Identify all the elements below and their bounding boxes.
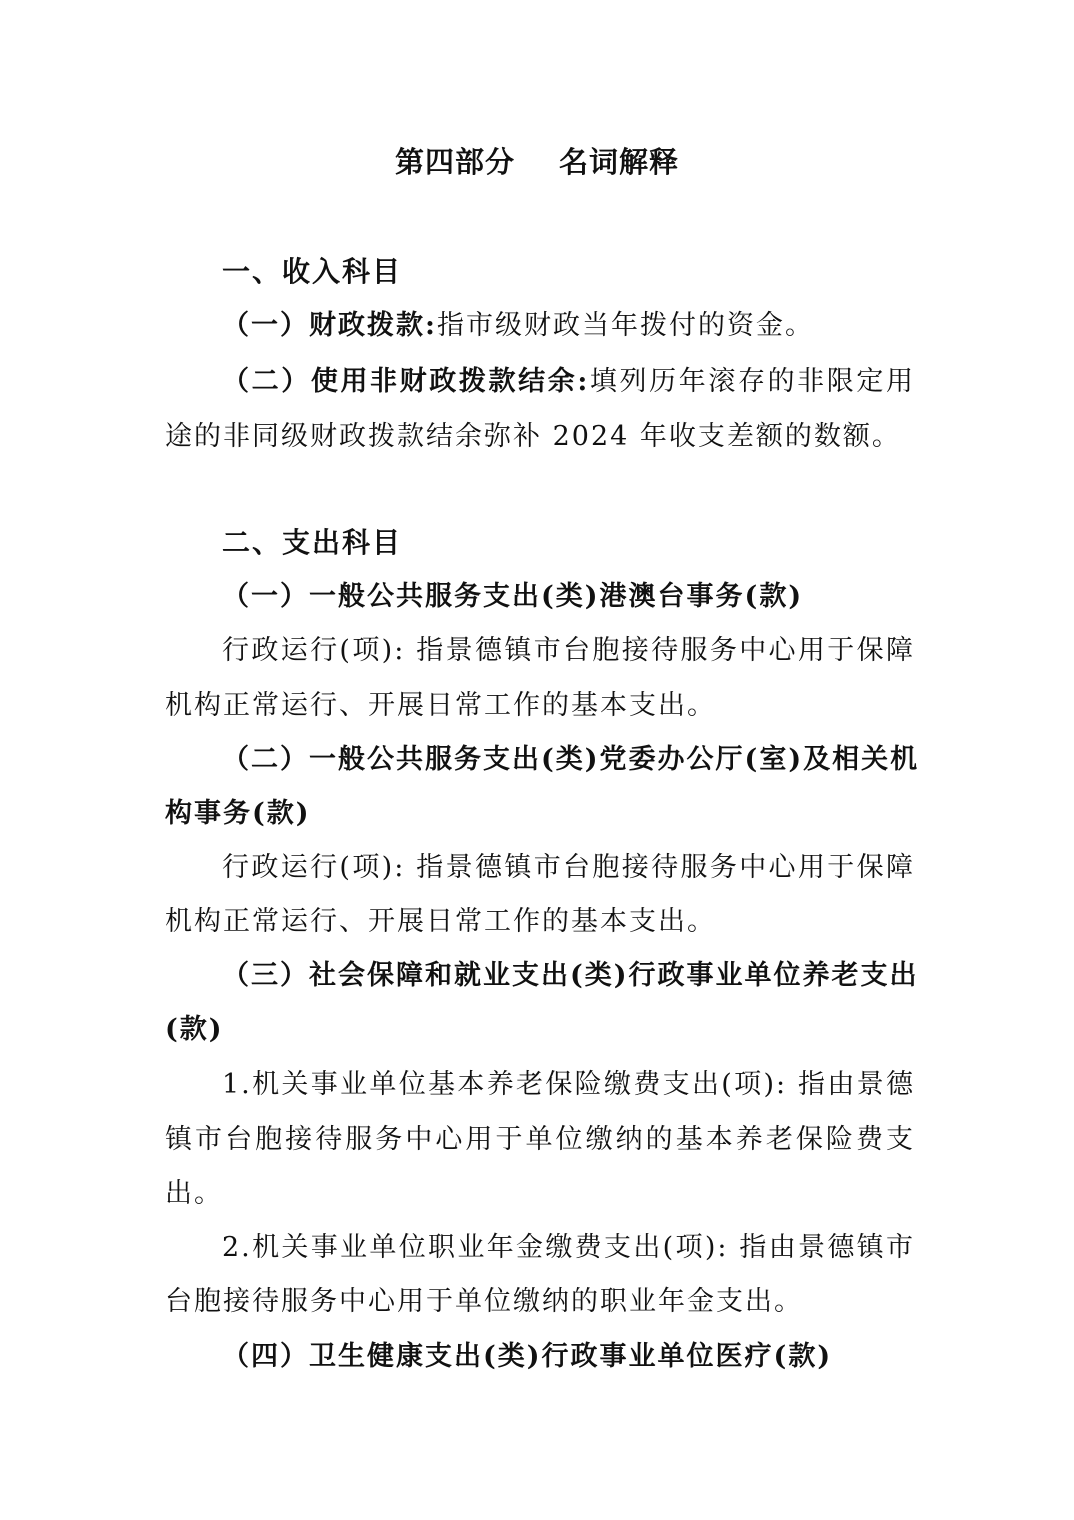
income-item1-term: （一）财政拨款: <box>222 310 437 341</box>
title-part: 第四部分 <box>394 145 515 179</box>
expense-cat1-desc-line1: 行政运行(项): 指景德镇市台胞接待服务中心用于保障 <box>222 635 915 666</box>
income-item2-desc-line1: 填列历年滚存的非限定用 <box>589 366 916 397</box>
income-item1 <box>222 306 922 346</box>
expense-cat2-desc-line1: 行政运行(项): 指景德镇市台胞接待服务中心用于保障 <box>222 852 915 883</box>
income-item1-desc: 指市级财政当年拨付的资金。 <box>436 310 814 341</box>
income-item2-term: （二）使用非财政拨款结余: <box>222 366 590 397</box>
page-title <box>0 140 1074 181</box>
expense-cat3-sub1-line3: 出。 <box>165 1178 223 1209</box>
title-name: 名词解释 <box>559 145 680 179</box>
expense-cat2-desc-line2: 机构正常运行、开展日常工作的基本支出。 <box>165 906 716 937</box>
expense-cat1-desc-line2: 机构正常运行、开展日常工作的基本支出。 <box>165 690 716 721</box>
expense-cat1-title: （一）一般公共服务支出(类)港澳台事务(款) <box>222 581 804 612</box>
expense-cat2-title-line2: 构事务(款) <box>165 798 311 829</box>
expense-cat3-sub2-line2: 台胞接待服务中心用于单位缴纳的职业年金支出。 <box>165 1286 803 1317</box>
expense-cat2-title-line1: （二）一般公共服务支出(类)党委办公厅(室)及相关机 <box>222 744 920 775</box>
income-heading: 一、收入科目 <box>222 255 403 288</box>
expense-cat3-sub2-line1: 2.机关事业单位职业年金缴费支出(项): 指由景德镇市 <box>222 1232 915 1263</box>
income-item2-desc-line2: 途的非同级财政拨款结余弥补 2024 年收支差额的数额。 <box>165 421 901 452</box>
expense-cat3-title-line1: （三）社会保障和就业支出(类)行政事业单位养老支出 <box>222 960 919 991</box>
expense-cat3-sub1-line2: 镇市台胞接待服务中心用于单位缴纳的基本养老保险费支 <box>165 1124 915 1155</box>
expense-cat3-sub1-line1: 1.机关事业单位基本养老保险缴费支出(项): 指由景德 <box>222 1069 915 1100</box>
income-item2-line1 <box>222 362 915 402</box>
expense-cat4-title: （四）卫生健康支出(类)行政事业单位医疗(款) <box>222 1341 833 1372</box>
expense-cat3-title-line2: (款) <box>165 1014 224 1045</box>
expense-heading: 二、支出科目 <box>222 526 403 559</box>
